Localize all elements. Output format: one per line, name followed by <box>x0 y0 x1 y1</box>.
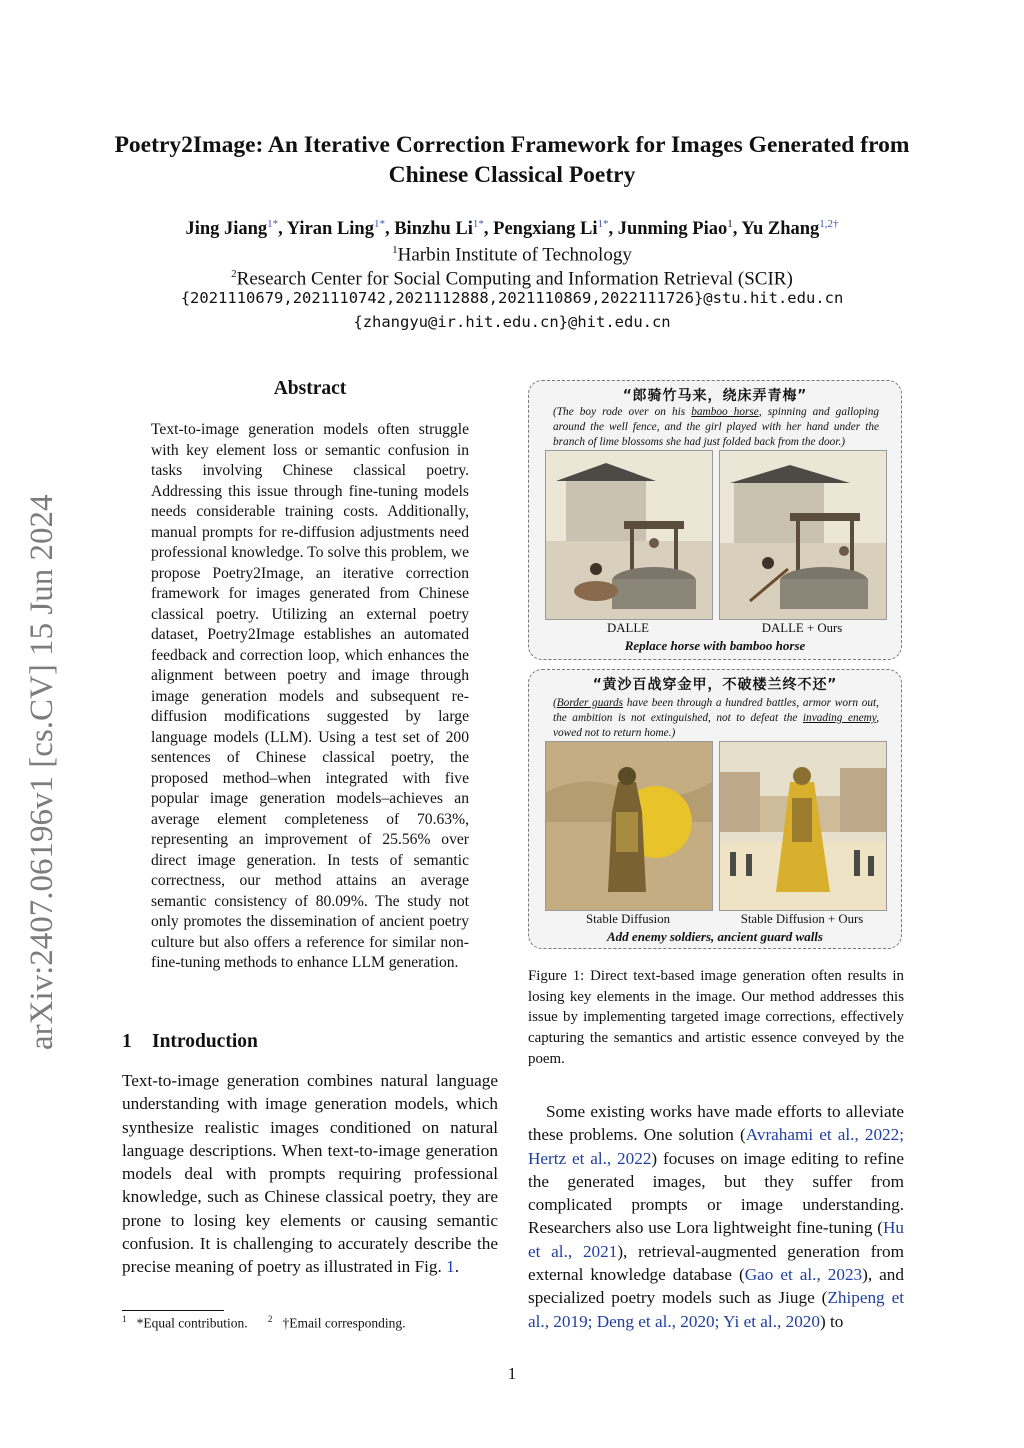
figure-caption: Figure 1: Direct text-based image generation often results in losing key elements in the image. Our method addresses this issue by implementing targeted image corrections, effectively capturing the semantics and artistic essence conveyed by the poem. <box>528 968 904 1067</box>
citation-link[interactable]: Zhipeng et al., 2019; Deng et al., 2020; Yi et al., 2020 <box>528 1288 904 1331</box>
image-label-right: Stable Diffusion + Ours <box>740 912 864 926</box>
poem-translation: (Border guards have been through a hundred battles, armor worn out, the ambition is not extinguished, not to defeat the invading enemy, vowed not to return home.) <box>553 697 880 739</box>
citation-link[interactable]: Hu et al., 2021 <box>528 1218 904 1261</box>
figure-reference-link[interactable]: 1 <box>446 1257 455 1277</box>
figure-panel-2 <box>528 669 902 949</box>
footnotes: $^1$ *Equal contribution. $^2$ †Email corresponding. <box>122 1314 406 1331</box>
panel-caption: Add enemy soldiers, ancient guard walls <box>607 929 823 944</box>
paper-title: Poetry2Image: An Iterative Correction Framework for Images Generated from Chinese Classical Poetry <box>114 132 910 188</box>
citation-link[interactable]: Gao et al., 2023 <box>744 1265 863 1285</box>
section-heading-introduction: 1 Introduction <box>122 1031 258 1052</box>
affiliation-2: $^2$Research Center for Social Computing and Information Retrieval (SCIR) <box>231 268 793 290</box>
stable-diffusion-image <box>545 741 713 911</box>
dalle-image <box>545 450 713 620</box>
image-label-left: DALLE <box>607 621 649 635</box>
poem-line: “郎骑竹马来，绕床弄青梅” <box>623 388 807 404</box>
abstract-text: Text-to-image generation models often struggle with key element loss or semantic confusion in tasks involving Chinese classical poetry. Addressing this issue through fine-tuning models needs considerable training costs. Additionally, manual prompts for re-diffusion adjustments need professional knowledge. To solve this problem, we propose Poetry2Image, an iterative correction framework for images generated from Chinese classical poetry. Utilizing an external poetry dataset, Poetry2Image establishes an automated feedback and correction loop, which enhances the alignment between poetry and image through image generation models and subsequent re-diffusion modifications suggested by large language models (LLM). Using a test set of 200 sentences of Chinese classical poetry, the proposed method–when integrated with five popular image generation models–achieves an average element completeness of 70.63%, representing an improvement of 25.56% over direct image generation. In tests of semantic correctness, our method attains an average semantic consistency of 80.09%. The study not only promotes the dissemination of ancient poetry culture but also offers a reference for similar non-fine-tuning methods to enhance LLM generation. <box>151 421 469 971</box>
email-line-2: {zhangyu@ir.hit.edu.cn}@hit.edu.cn <box>353 313 671 331</box>
page-number: 1 <box>507 1364 517 1383</box>
author: Jing Jiang <box>185 219 268 240</box>
citation-link[interactable]: Avrahami et al., 2022; Hertz et al., 2022 <box>528 1125 905 1168</box>
author-list: Jing Jiang$^{1*}$, Yiran Ling$^{1*}$, Binzhu $Li^{1*}$, Pengxiang $Li^{1*}$, Junming Piao$^1$, Yu Zhang$^{1,2\dagger}$ <box>185 218 839 240</box>
arxiv-identifier: arXiv:2407.06196v1 [cs.CV] 15 Jun 2024 <box>24 494 60 1050</box>
dalle-ours-image <box>719 450 887 620</box>
figure-panel-1 <box>528 380 902 660</box>
poem-translation: (The boy rode over on his bamboo horse, spinning and galloping around the well fence, and the girl played with her hand under the branch of lime blossoms she had just folded back from the door.) <box>553 406 879 448</box>
poem-line: “黄沙百战穿金甲，不破楼兰终不还” <box>593 677 837 693</box>
body-paragraph: Some existing works have made efforts to alleviate these problems. One solution (Avrahami et al., 2022; Hertz et al., 2022) focuses on image editing to refine the generated images, but they suffer from complicated prompts or image understanding. Researchers also use Lora lightweight fine-tuning (Hu et al., 2021), retrieval-augmented generation from external knowledge database (Gao et al., 2023), and specialized poetry models such as Jiuge (Zhipeng et al., 2019; Deng et al., 2020; Yi et al., 2020) to <box>528 1102 905 1331</box>
footnote-rule <box>122 1310 224 1311</box>
author: Yu Zhang <box>741 219 820 240</box>
abstract-heading: Abstract <box>273 378 347 399</box>
image-label-right: DALLE + Ours <box>761 621 843 635</box>
panel-caption: Replace horse with bamboo horse <box>624 638 806 653</box>
stable-diffusion-ours-image <box>719 741 887 911</box>
email-line-1: {2021110679,2021110742,2021112888,2021110869,2022111726}@stu.hit.edu.cn <box>180 289 844 307</box>
author: Pengxiang Li <box>493 219 598 240</box>
author: Binzhu Li <box>394 219 473 240</box>
introduction-paragraph: Text-to-image generation combines natural language understanding with image generation models, which synthesize realistic images conditioned on natural language descriptions. When text-to-image generation models deal with prompts requiring professional knowledge, such as Chinese classical poetry, they are prone to losing key elements or causing semantic confusion. It is challenging to accurately describe the precise meaning of poetry as illustrated in Fig. 1. <box>122 1071 498 1277</box>
image-label-left: Stable Diffusion <box>585 912 670 926</box>
author: Junming Piao <box>617 219 728 240</box>
author: Yiran Ling <box>286 219 374 240</box>
affiliation-1: $^1$Harbin Institute of Technology <box>392 244 632 266</box>
